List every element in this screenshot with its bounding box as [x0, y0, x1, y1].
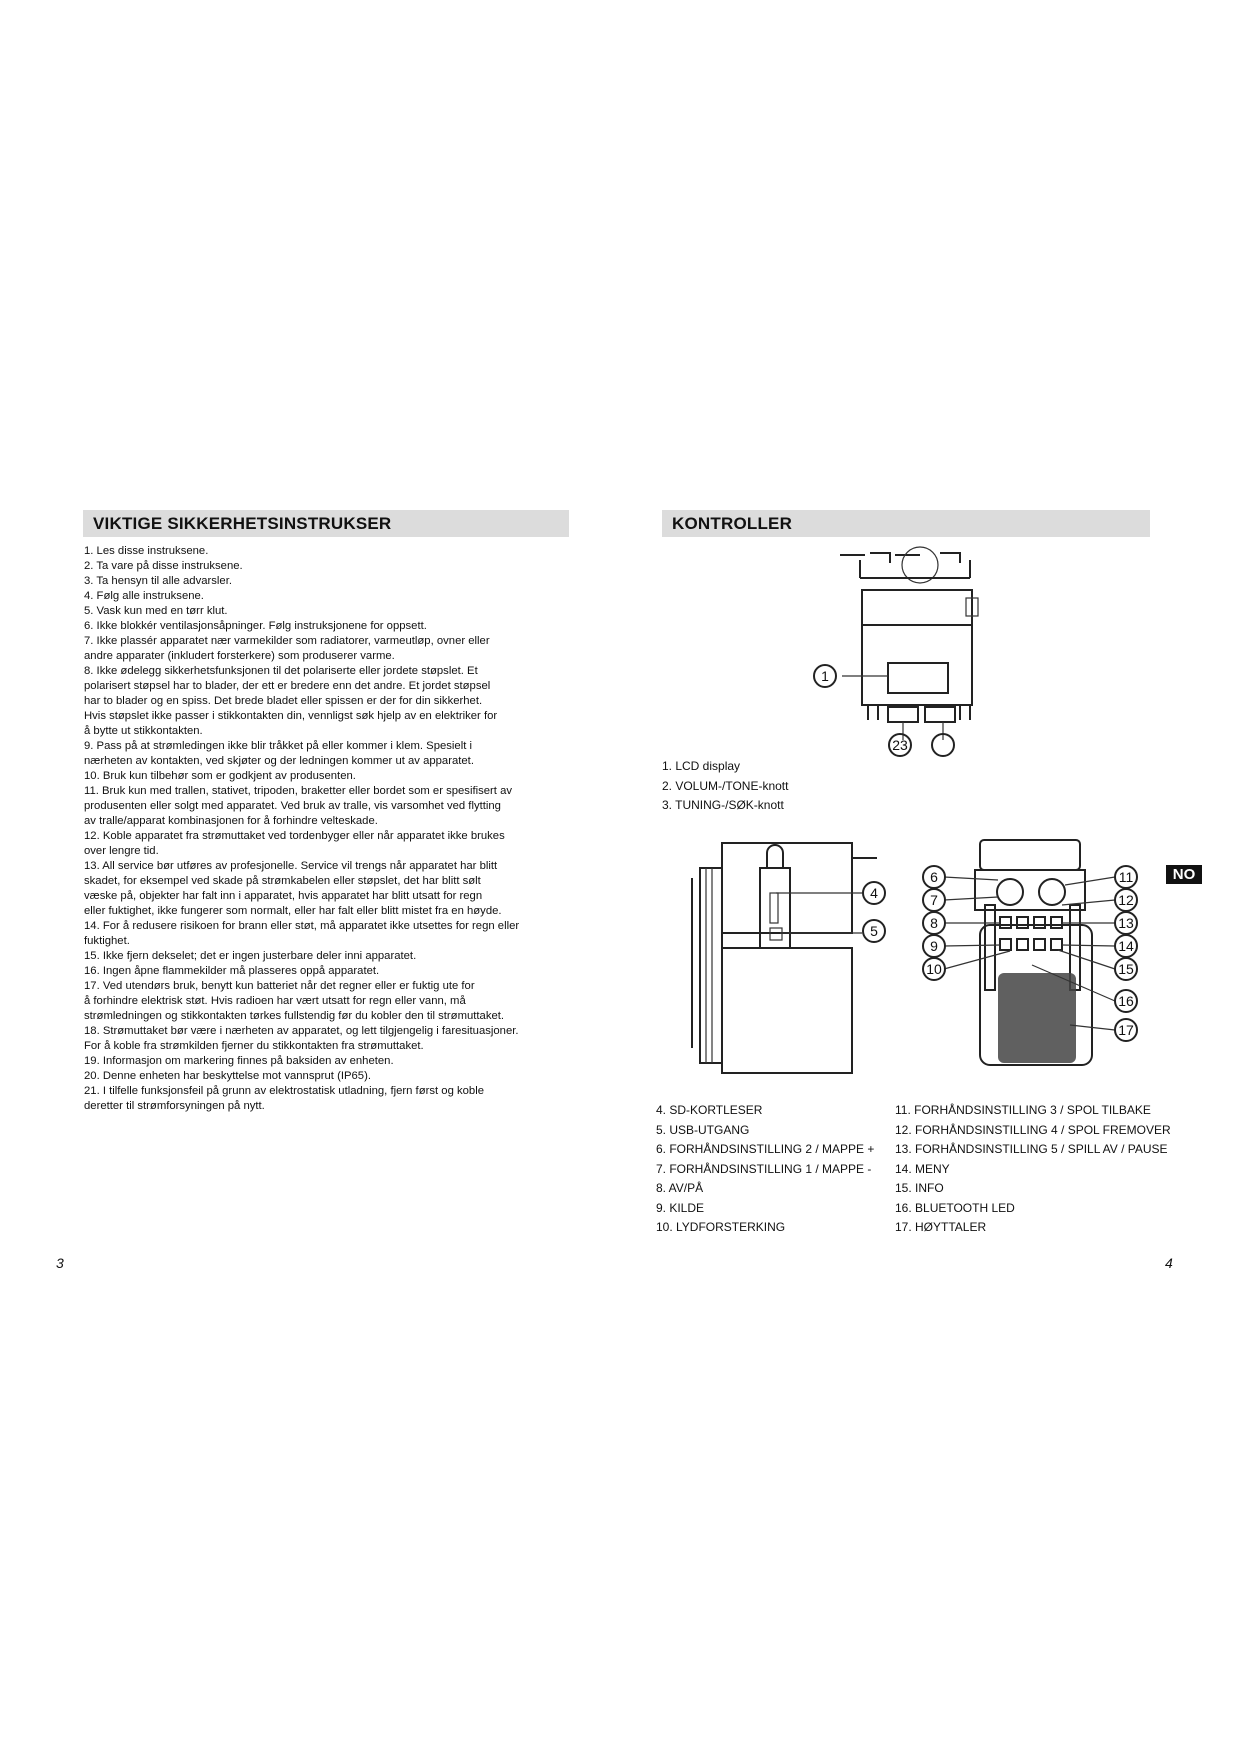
- instruction-item: 14. For å redusere risikoen for brann eller støt, må apparatet ikke utsettes for regn eller fuktighet.: [84, 920, 520, 947]
- callout-9: 9: [930, 938, 938, 954]
- instruction-item: 17. Ved utendørs bruk, benytt kun batteriet når det regner eller er fuktig ute for å forhindre elektrisk støt. Hvis radioen har vært utsatt for regn eller vann, må strømledningen og stikkontakten tørkes fullstendig før du kobler den til strømuttaket.: [84, 980, 505, 1022]
- callout-6: 6: [930, 869, 938, 885]
- page-number-right: 4: [1165, 1255, 1173, 1271]
- legend-item: 11. FORHÅNDSINSTILLING 3 / SPOL TILBAKE: [895, 1103, 1151, 1117]
- legend-bottom-left: [656, 1101, 874, 1238]
- legend-item: 4. SD-KORTLESER: [656, 1103, 763, 1117]
- instruction-item: 2. Ta vare på disse instruksene.: [84, 560, 243, 572]
- callout-15: 15: [1118, 961, 1134, 977]
- side-view-diagram: [672, 838, 897, 1088]
- legend-item: 6. FORHÅNDSINSTILLING 2 / MAPPE +: [656, 1142, 875, 1156]
- instruction-item: 13. All service bør utføres av profesjonelle. Service vil trengs når apparatet har blitt skadet, for eksempel ved skade på strømkabelen eller støpslet, det har blitt sølt væske på, objekter har falt inn i apparatet, hvis apparatet har blitt utsatt for regn eller fuktighet, ikke fungerer som normalt, eller har falt eller blitt mistet fra en høyde.: [84, 860, 502, 917]
- callout-11: 11: [1118, 869, 1134, 885]
- callout-8: 8: [930, 915, 938, 931]
- safety-instructions-list: [84, 544, 574, 1114]
- callout-14: 14: [1118, 938, 1134, 954]
- legend-top: [662, 757, 788, 816]
- instruction-item: 6. Ikke blokkér ventilasjonsåpninger. Følg instruksjonene for oppsett.: [84, 620, 427, 632]
- instruction-item: 4. Følg alle instruksene.: [84, 590, 204, 602]
- instruction-item: 3. Ta hensyn til alle advarsler.: [84, 575, 232, 587]
- legend-item: 7. FORHÅNDSINSTILLING 1 / MAPPE -: [656, 1161, 872, 1176]
- instruction-item: 21. I tilfelle funksjonsfeil på grunn av elektrostatisk utladning, fjern først og koble deretter til strømforsyningen på nytt.: [84, 1085, 484, 1112]
- legend-item: 5. USB-UTGANG: [656, 1122, 750, 1137]
- callout-10: 10: [926, 961, 942, 977]
- legend-item: 9. KILDE: [656, 1200, 705, 1215]
- controls-title: KONTROLLER: [662, 510, 1150, 537]
- language-badge: NO: [1166, 865, 1202, 884]
- instruction-item: 15. Ikke fjern dekselet; det er ingen justerbare deler inni apparatet.: [84, 950, 417, 962]
- callout-23: 23: [892, 737, 908, 753]
- instruction-item: 16. Ingen åpne flammekilder må plasseres oppå apparatet.: [84, 965, 380, 977]
- instruction-item: 10. Bruk kun tilbehør som er godkjent av produsenten.: [84, 770, 356, 782]
- callout-17: 17: [1118, 1022, 1134, 1038]
- instruction-item: 11. Bruk kun med trallen, stativet, tripoden, braketter eller bordet som er spesifisert av produsenten eller solgt med apparatet. Ved bruk av tralle, vis varsomhet ved flytting av tralle/apparat kombinasjonen for å forhindre velteskade.: [84, 785, 513, 827]
- instruction-item: 20. Denne enheten har beskyttelse mot vannsprut (IP65).: [84, 1070, 371, 1082]
- callout-16: 16: [1118, 993, 1134, 1009]
- legend-bottom-right: [895, 1101, 1171, 1238]
- legend-item: 12. FORHÅNDSINSTILLING 4 / SPOL FREMOVER: [895, 1122, 1171, 1137]
- legend-item: 2. VOLUM-/TONE-knott: [662, 778, 789, 793]
- legend-item: 13. FORHÅNDSINSTILLING 5 / SPILL AV / PAUSE: [895, 1142, 1168, 1156]
- instruction-item: 1. Les disse instruksene.: [84, 545, 209, 557]
- page-number-left: 3: [56, 1255, 64, 1271]
- instruction-item: 9. Pass på at strømledingen ikke blir tråkket på eller kommer i klem. Spesielt i nærheten av kontakten, ved skjøter og der ledningen kommer ut av apparatet.: [84, 740, 474, 767]
- instruction-item: 12. Koble apparatet fra strømuttaket ved tordenbyger eller når apparatet ikke brukes over lengre tid.: [84, 830, 505, 857]
- instruction-item: 5. Vask kun med en tørr klut.: [84, 605, 228, 617]
- callout-5: 5: [870, 923, 878, 939]
- legend-item: 14. MENY: [895, 1161, 950, 1176]
- callout-7: 7: [930, 892, 938, 908]
- top-view-diagram: [800, 545, 990, 760]
- legend-item: 1. LCD display: [662, 759, 741, 773]
- callout-12: 12: [1118, 892, 1134, 908]
- legend-item: 16. BLUETOOTH LED: [895, 1200, 1015, 1215]
- callout-13: 13: [1118, 915, 1134, 931]
- legend-item: 15. INFO: [895, 1181, 944, 1195]
- legend-item: 17. HØYTTALER: [895, 1220, 987, 1234]
- legend-item: 3. TUNING-/SØK-knott: [662, 798, 784, 812]
- instruction-item: 19. Informasjon om markering finnes på baksiden av enheten.: [84, 1055, 394, 1067]
- callout-1: 1: [821, 668, 829, 684]
- safety-title: VIKTIGE SIKKERHETSINSTRUKSER: [83, 510, 569, 537]
- instruction-item: 18. Strømuttaket bør være i nærheten av apparatet, og lett tilgjengelig i faresituasjoner. For å koble fra strømkilden fjerner du stikkontakten fra strømuttaket.: [84, 1025, 519, 1052]
- front-view-diagram: [920, 835, 1140, 1090]
- instruction-item: 8. Ikke ødelegg sikkerhetsfunksjonen til det polariserte eller jordete støpslet. Et polarisert støpsel har to blader, der ett er bredere enn det andre. Et jordet støpsel har to blader og en spiss. Det brede bladet eller spissen er der for din sikkerhet. Hvis støpslet ikke passer i stikkontakten din, vennligst søk hjelp av en elektriker for å bytte ut stikkontakten.: [84, 665, 498, 737]
- legend-item: 8. AV/PÅ: [656, 1181, 704, 1195]
- instruction-item: 7. Ikke plassér apparatet nær varmekilder som radiatorer, varmeutløp, ovner eller andre apparater (inkludert forsterkere) som produserer varme.: [84, 635, 490, 662]
- legend-item: 10. LYDFORSTERKING: [656, 1220, 786, 1234]
- callout-4: 4: [870, 885, 878, 901]
